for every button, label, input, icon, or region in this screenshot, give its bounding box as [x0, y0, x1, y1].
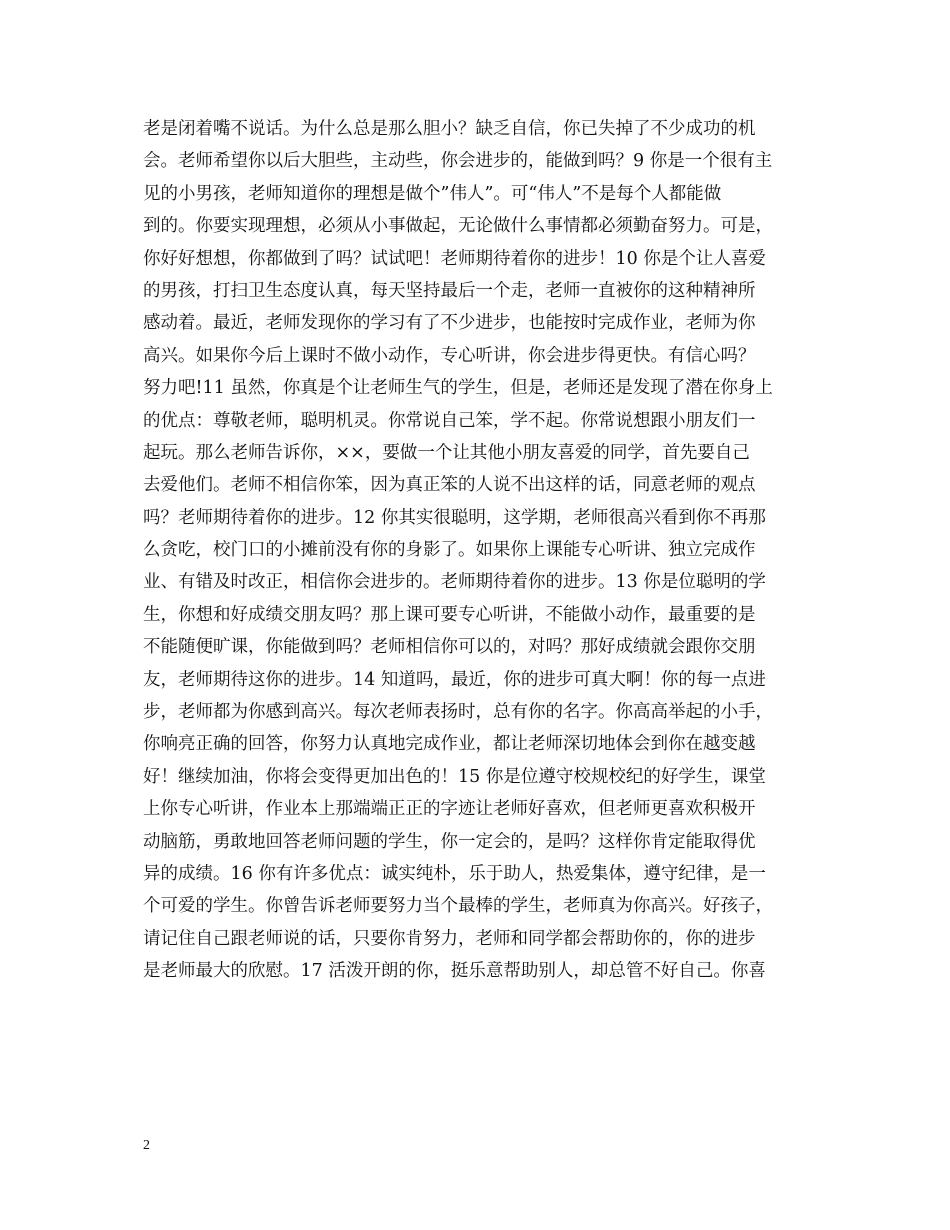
text-line: 吗？老师期待着你的进步。12 你其实很聪明，这学期，老师很高兴看到你不再那 [143, 507, 766, 528]
text-line: 感动着。最近，老师发现你的学习有了不少进步，也能按时完成作业，老师为你 [143, 313, 756, 334]
text-line: 个可爱的学生。你曾告诉老师要努力当个最棒的学生，老师真为你高兴。好孩子， [143, 896, 773, 917]
text-line: 的优点：尊敬老师，聪明机灵。你常说自己笨，学不起。你常说想跟小朋友们一 [143, 410, 756, 431]
text-line: 起玩。那么老师告诉你，××，要做一个让其他小朋友喜爱的同学，首先要自己 [143, 442, 750, 463]
text-line: 高兴。如果你今后上课时不做小动作，专心听讲，你会进步得更快。有信心吗？ [143, 345, 756, 366]
text-line: 友，老师期待这你的进步。14 知道吗，最近，你的进步可真大啊！你的每一点进 [143, 669, 766, 690]
text-line: 是老师最大的欣慰。17 活泼开朗的你，挺乐意帮助别人，却总管不好自己。你喜 [143, 961, 766, 982]
text-line: 的男孩，打扫卫生态度认真，每天坚持最后一个走，老师一直被你的这种精神所 [143, 280, 756, 301]
text-line: 到的。你要实现理想，必须从小事做起，无论做什么事情都必须勤奋努力。可是， [143, 216, 773, 237]
text-line: 你响亮正确的回答，你努力认真地完成作业，都让老师深切地体会到你在越变越 [143, 734, 756, 755]
text-line: 业、有错及时改正，相信你会进步的。老师期待着你的进步。13 你是位聪明的学 [143, 572, 766, 593]
text-line: 见的小男孩，老师知道你的理想是做个”伟人”。可“伟人”不是每个人都能做 [143, 183, 722, 204]
text-line: 好！继续加油，你将会变得更加出色的！15 你是位遵守校规校纪的好学生，课堂 [143, 766, 766, 787]
text-line: 老是闭着嘴不说话。为什么总是那么胆小？缺乏自信，你已失掉了不少成功的机 [143, 119, 756, 139]
text-line: 请记住自己跟老师说的话，只要你肯努力，老师和同学都会帮助你的，你的进步 [143, 928, 756, 949]
text-line: 么贪吃，校门口的小摊前没有你的身影了。如果你上课能专心听讲、独立完成作 [143, 540, 756, 561]
text-line: 会。老师希望你以后大胆些，主动些，你会进步的，能做到吗？9 你是一个很有主 [143, 151, 773, 172]
text-line: 步，老师都为你感到高兴。每次老师表扬时，总有你的名字。你高高举起的小手， [143, 702, 773, 723]
text-line: 努力吧!11 虽然，你真是个让老师生气的学生，但是，老师还是发现了潜在你身上 [143, 378, 773, 399]
text-line: 异的成绩。16 你有许多优点：诚实纯朴，乐于助人，热爱集体，遵守纪律，是一 [143, 863, 766, 884]
text-line: 你好好想想，你都做到了吗？试试吧！老师期待着你的进步！10 你是个让人喜爱 [143, 248, 766, 269]
text-line: 上你专心听讲，作业本上那端端正正的字迹让老师好喜欢，但老师更喜欢积极开 [143, 799, 756, 820]
page-number: 2 [143, 1138, 150, 1153]
text-line: 动脑筋，勇敢地回答老师问题的学生，你一定会的，是吗？这样你肯定能取得优 [143, 831, 756, 852]
text-line: 不能随便旷课，你能做到吗？老师相信你可以的，对吗？那好成绩就会跟你交朋 [143, 637, 756, 658]
text-line: 去爱他们。老师不相信你笨，因为真正笨的人说不出这样的话，同意老师的观点 [143, 475, 756, 496]
body-text [143, 113, 823, 988]
text-line: 生，你想和好成绩交朋友吗？那上课可要专心听讲，不能做小动作，最重要的是 [143, 604, 756, 625]
